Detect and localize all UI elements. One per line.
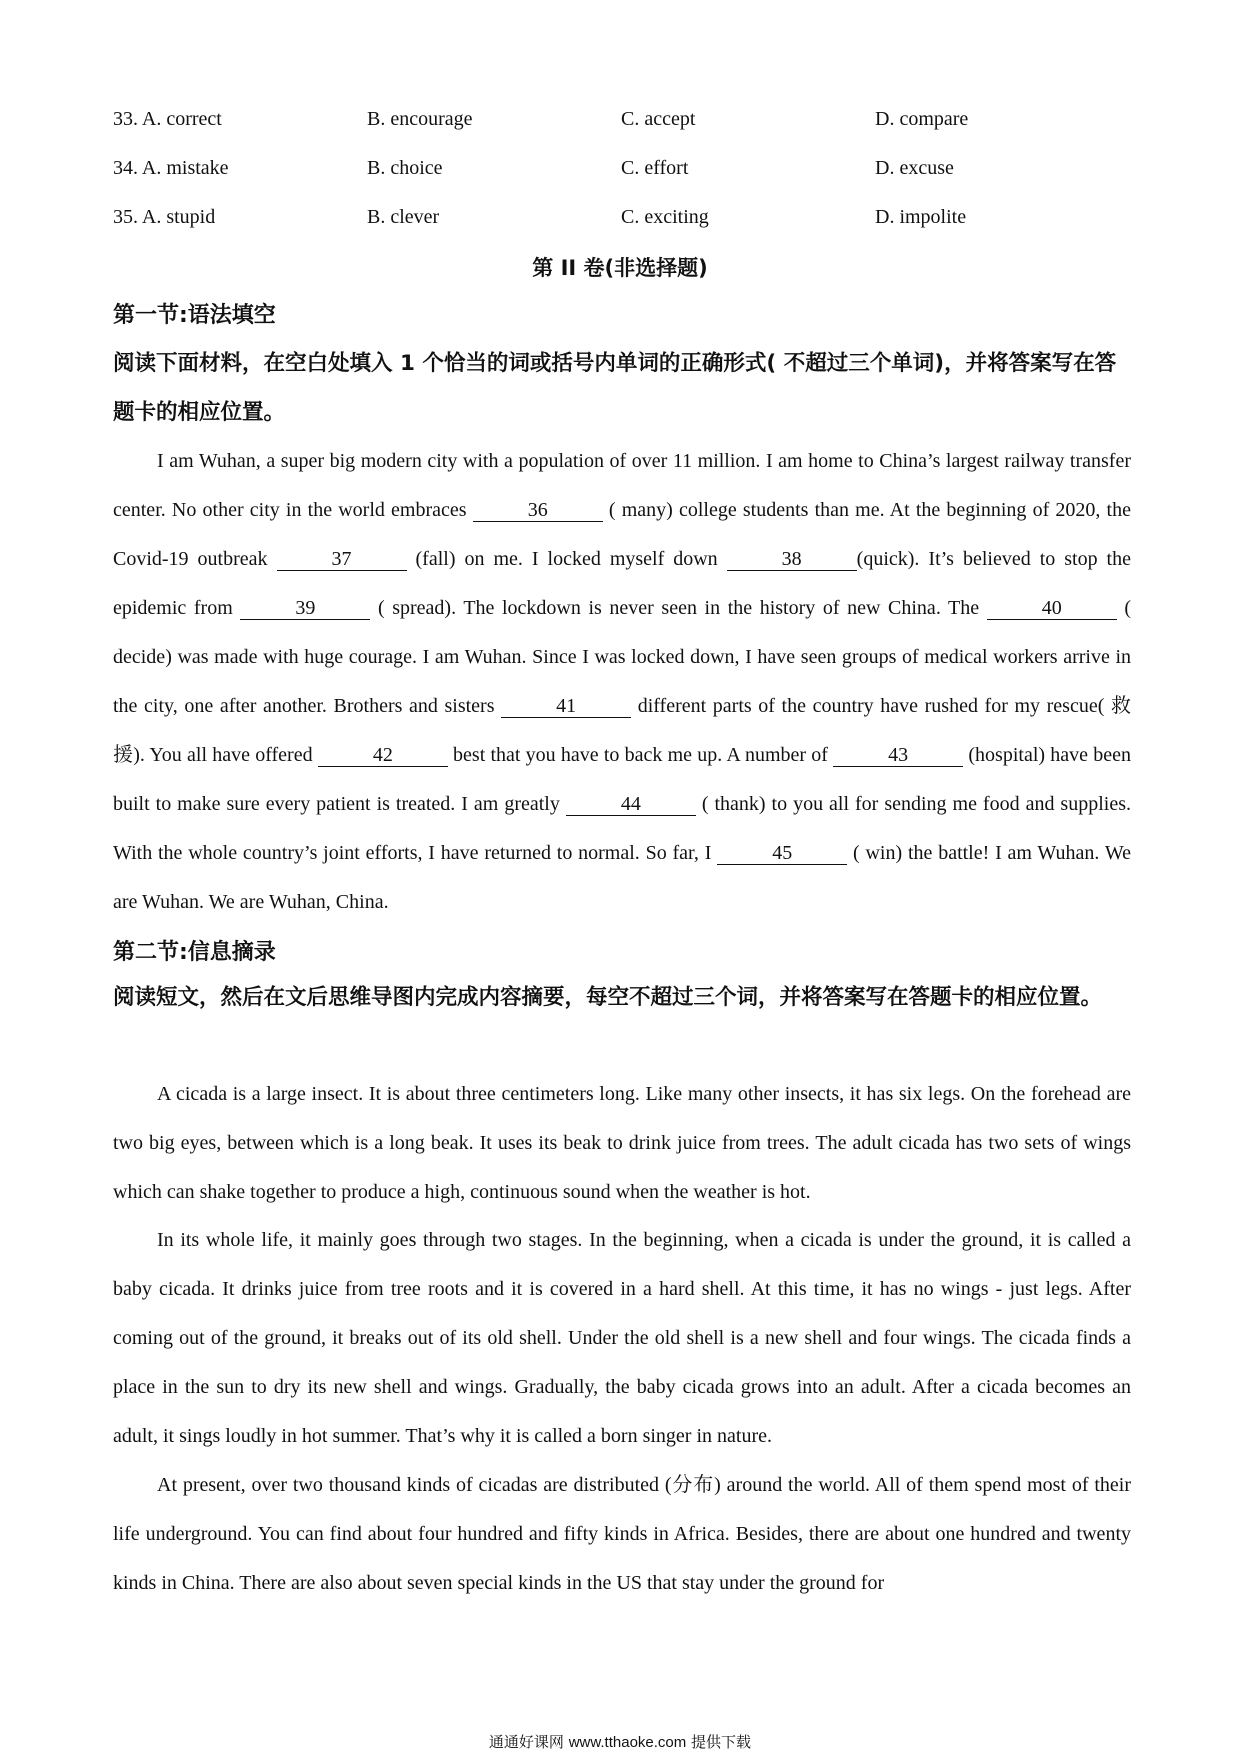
blank-44[interactable]: 44	[566, 793, 696, 816]
passage-text: ( many) college students than me. At the beginning of 2020, the Covid-19 outbreak	[113, 499, 1131, 570]
option-b: B. clever	[367, 206, 440, 228]
blank-42[interactable]: 42	[318, 744, 448, 767]
option-d: D. compare	[875, 108, 969, 130]
option-a: 33. A. correct	[113, 108, 222, 130]
blank-43[interactable]: 43	[833, 744, 963, 767]
passage-text: (quick). It’s believed to stop the epidemic from	[113, 548, 1131, 619]
footer-suffix: 提供下载	[691, 1733, 752, 1751]
cicada-paragraph-1: A cicada is a large insect. It is about three centimeters long. Like many other insects, it has six legs. On the forehead are two big eyes, between which is a long beak. It uses its beak to drink juice from trees. The adult cicada has two sets of wings which can shake together to produce a high, continuous sound when the weather is hot.	[113, 1083, 1131, 1203]
passage-text: (fall) on me. I locked myself down	[406, 548, 727, 570]
section2-instruction: 阅读短文，然后在文后思维导图内完成内容摘要，每空不超过三个词，并将答案写在答题卡的相应位置。	[113, 985, 1103, 1010]
blank-45[interactable]: 45	[717, 842, 847, 865]
blank-40[interactable]: 40	[987, 597, 1117, 620]
passage-text: ( win) the battle! I am Wuhan. We are Wuhan. We are Wuhan, China.	[113, 842, 1131, 913]
passage-text: I am Wuhan, a super big modern city with a population of over 11 million. I am home to China’s largest railway transfer center. No other city in the world embraces	[113, 450, 1131, 521]
footer-site[interactable]: www.tthaoke.com	[568, 1734, 687, 1751]
passage-text: ( thank) to you all for sending me food and supplies. With the whole country’s joint efforts, I have returned to normal. So far, I	[113, 793, 1131, 864]
blank-41[interactable]: 41	[501, 695, 631, 718]
part-title: 第 II 卷(非选择题)	[532, 256, 708, 280]
blank-39[interactable]: 39	[240, 597, 370, 620]
option-a: 35. A. stupid	[113, 206, 216, 228]
section1-instruction: 阅读下面材料，在空白处填入 1 个恰当的词或括号内单词的正确形式( 不超过三个单词)，并将答案写在答题卡的相应位置。	[113, 351, 1117, 425]
section1-title: 第一节:语法填空	[113, 303, 276, 328]
option-c: C. effort	[621, 157, 689, 179]
option-d: D. impolite	[875, 206, 967, 228]
option-d: D. excuse	[875, 157, 954, 179]
passage-text: different parts of the country have rushed for my rescue( 救援). You all have offered	[113, 695, 1131, 766]
option-b: B. choice	[367, 157, 443, 179]
option-c: C. accept	[621, 108, 696, 130]
section2-title: 第二节:信息摘录	[113, 940, 276, 965]
passage-text: best that you have to back me up. A number of	[447, 744, 834, 766]
option-row-35	[113, 206, 1133, 236]
option-c: C. exciting	[621, 206, 709, 228]
cicada-paragraph-2: In its whole life, it mainly goes through two stages. In the beginning, when a cicada is under the ground, it is called a baby cicada. It drinks juice from tree roots and it is covered in a hard shell. At this time, it has no wings - just legs. After coming out of the ground, it breaks out of its old shell. Under the old shell is a new shell and four wings. The cicada finds a place in the sun to dry its new shell and wings. Gradually, the baby cicada grows into an adult. After a cicada becomes an adult, it sings loudly in hot summer. That’s why it is called a born singer in nature.	[113, 1229, 1131, 1447]
passage-text: ( decide) was made with huge courage. I am Wuhan. Since I was locked down, I have seen groups of medical workers arrive in the city, one after another. Brothers and sisters	[113, 597, 1131, 717]
grammar-passage	[113, 437, 1131, 927]
blank-38[interactable]: 38	[727, 548, 857, 571]
blank-37[interactable]: 37	[277, 548, 407, 571]
blank-36[interactable]: 36	[473, 499, 603, 522]
footer-name: 通通好课网	[488, 1733, 564, 1751]
passage-text: (hospital) have been built to make sure every patient is treated. I am greatly	[113, 744, 1131, 815]
option-row-33	[113, 108, 1133, 138]
passage-text: ( spread). The lockdown is never seen in the history of new China. The	[370, 597, 987, 619]
cicada-paragraph-3: At present, over two thousand kinds of cicadas are distributed (分布) around the world. All of them spend most of their life underground. You can find about four hundred and fifty kinds in Africa. Besides, there are about one hundred and twenty kinds in China. There are also about seven special kinds in the US that stay under the ground for	[113, 1474, 1131, 1594]
page-footer	[0, 1731, 1240, 1752]
option-a: 34. A. mistake	[113, 157, 229, 179]
option-b: B. encourage	[367, 108, 473, 130]
option-row-34	[113, 157, 1133, 187]
